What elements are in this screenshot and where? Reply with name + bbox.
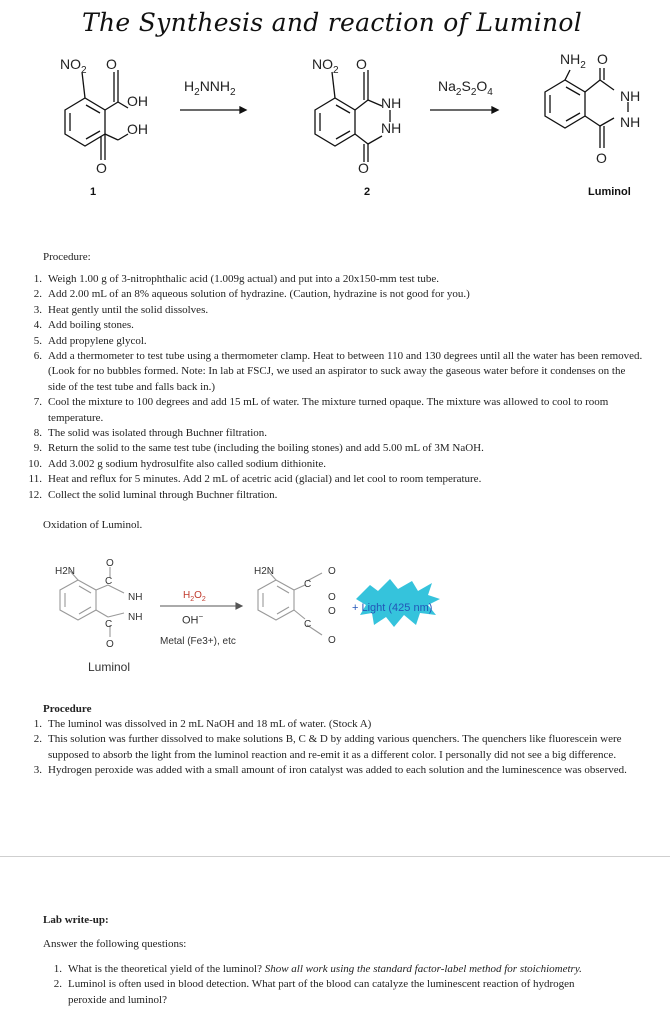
procedure-step: 11. Heat and reflux for 5 minutes. Add 2 mL of acetric acid (glacial) and let cool to room temperature. [28,473,482,486]
procedure2-heading: Procedure [43,703,92,715]
atom-nh-lb: NH [620,114,641,130]
page-title: The Synthesis and reaction of Luminol [82,8,583,37]
procedure-step: 4. Add boiling stones. [33,319,134,332]
procedure-step: 10. Add 3.002 g sodium hydrosulfite also called sodium dithionite. [28,457,327,470]
ox-atom-o-2a: O [328,566,336,577]
compound-label-1: 1 [90,186,97,198]
ox-atom-o-1a: O [106,558,114,569]
compound-1-structure [65,70,128,160]
oxidation-heading: Oxidation of Luminol. [43,519,143,531]
writeup-question: 1. What is the theoretical yield of the luminol? Show all work using the standard factor-label method for stoichiometry. [53,963,582,975]
procedure-step: 9. Return the solid to the same test tube (including the boiling stones) and add 5.00 mL of 3M NaOH. [33,442,484,455]
procedure-step: 5. Add propylene glycol. [33,334,147,347]
procedure-steps [22,272,644,503]
ox-reagent-h2o2: $H_2O_2$ [183,590,206,603]
writeup-intro: Answer the following questions: [43,938,187,950]
reagent-hydrazine: $H_2NNH_2$ [184,78,236,98]
atom-o-la: O [597,51,608,67]
ox-atom-h2n-1: H2N [55,566,76,577]
ox-atom-o-2b: O [328,592,336,603]
atom-o-2a: O [356,56,367,72]
ox-atom-nh-1a: NH [128,592,143,603]
procedure-step: 2. Add 2.00 mL of an 8% aqueous solution of hydrazine. (Caution, hydrazine is not good for you.) [33,288,470,301]
procedure-step: 6. Add a thermometer to test tube using a thermometer clamp. Heat to between 110 and 130 degrees until all the water has been removed. (Look for no bubbles formed. Note: In lab at FSCJ, we used an aspirator to suck away the gaseous water before it condenses on the side of the test tube and falls back in.) [33,350,643,393]
ox-reagent-metal: Metal (Fe3+), etc [160,636,236,647]
atom-o-lb: O [596,150,607,166]
writeup-question: 2. Luminol is often used in blood detection. What part of the blood can catalyze the luminescent reaction of hydrogen peroxide and luminol? [53,978,575,1006]
ox-atom-h2n-2: H2N [254,566,275,577]
ox-atom-c-1b: C [105,619,113,630]
procedure-step: 7. Cool the mixture to 100 degrees and add 15 mL of water. The mixture turned opaque. The mixture was allowed to cool to room temperature. [33,396,609,424]
compound-label-luminol: Luminol [588,186,631,198]
compound-2-structure [315,70,390,162]
writeup-heading: Lab write-up: [43,914,109,926]
atom-nh-2b: NH [381,120,402,136]
writeup-questions [42,962,612,1008]
light-product-label: + Light (425 nm) [352,602,433,614]
atom-o-1a: O [106,56,117,72]
procedure2-steps [22,717,630,779]
atom-no2-2: $NO_2$ [312,56,339,76]
ox-reagent-oh: OH− [182,612,204,627]
procedure2-step: 3. Hydrogen peroxide was added with a small amount of iron catalyst was added to each solution and the luminescence was observed. [33,764,627,777]
atom-o-2b: O [358,160,369,176]
ox-atom-nh-1b: NH [128,612,143,623]
procedure-step: 1. Weigh 1.00 g of 3-nitrophthalic acid (1.009g actual) and put into a 20x150-mm test tube. [33,273,440,285]
ox-atom-c-1a: C [105,576,113,587]
ox-atom-o-2d: O [328,635,336,646]
atom-o-1b: O [96,160,107,176]
ox-atom-c-2b: C [304,619,312,630]
procedure-heading: Procedure: [43,251,91,263]
procedure2-step: 1. The luminol was dissolved in 2 mL NaOH and 18 mL of water. (Stock A) [33,718,372,730]
procedure-step: 8. The solid was isolated through Buchner filtration. [33,427,268,440]
reagent-dithionite: $Na_2S_2O_4$ [438,78,493,98]
ox-atom-c-2a: C [304,579,312,590]
atom-nh-la: NH [620,88,641,104]
atom-oh-1a: OH [127,93,148,109]
atom-nh-2a: NH [381,95,402,111]
atom-no2-1: $NO_2$ [60,56,87,76]
ox-atom-o-1b: O [106,639,114,650]
luminol-structure [545,68,628,148]
atom-oh-1b: OH [127,121,148,137]
section-divider [0,856,670,857]
atom-nh2-luminol: $NH_2$ [560,51,586,71]
ox-luminol-label: Luminol [88,660,131,674]
procedure2-step: 2. This solution was further dissolved to make solutions B, C & D by adding various quenchers. The quenchers like fluorescein were supposed to absorb the light from the luminol reaction and re-emit it as a different color. I personally did not see a big difference. [33,733,622,761]
procedure-step: 3. Heat gently until the solid dissolves. [33,303,209,316]
procedure-step: 12. Collect the solid luminal through Buchner filtration. [28,488,278,501]
ox-atom-o-2c: O [328,606,336,617]
compound-label-2: 2 [364,186,371,198]
